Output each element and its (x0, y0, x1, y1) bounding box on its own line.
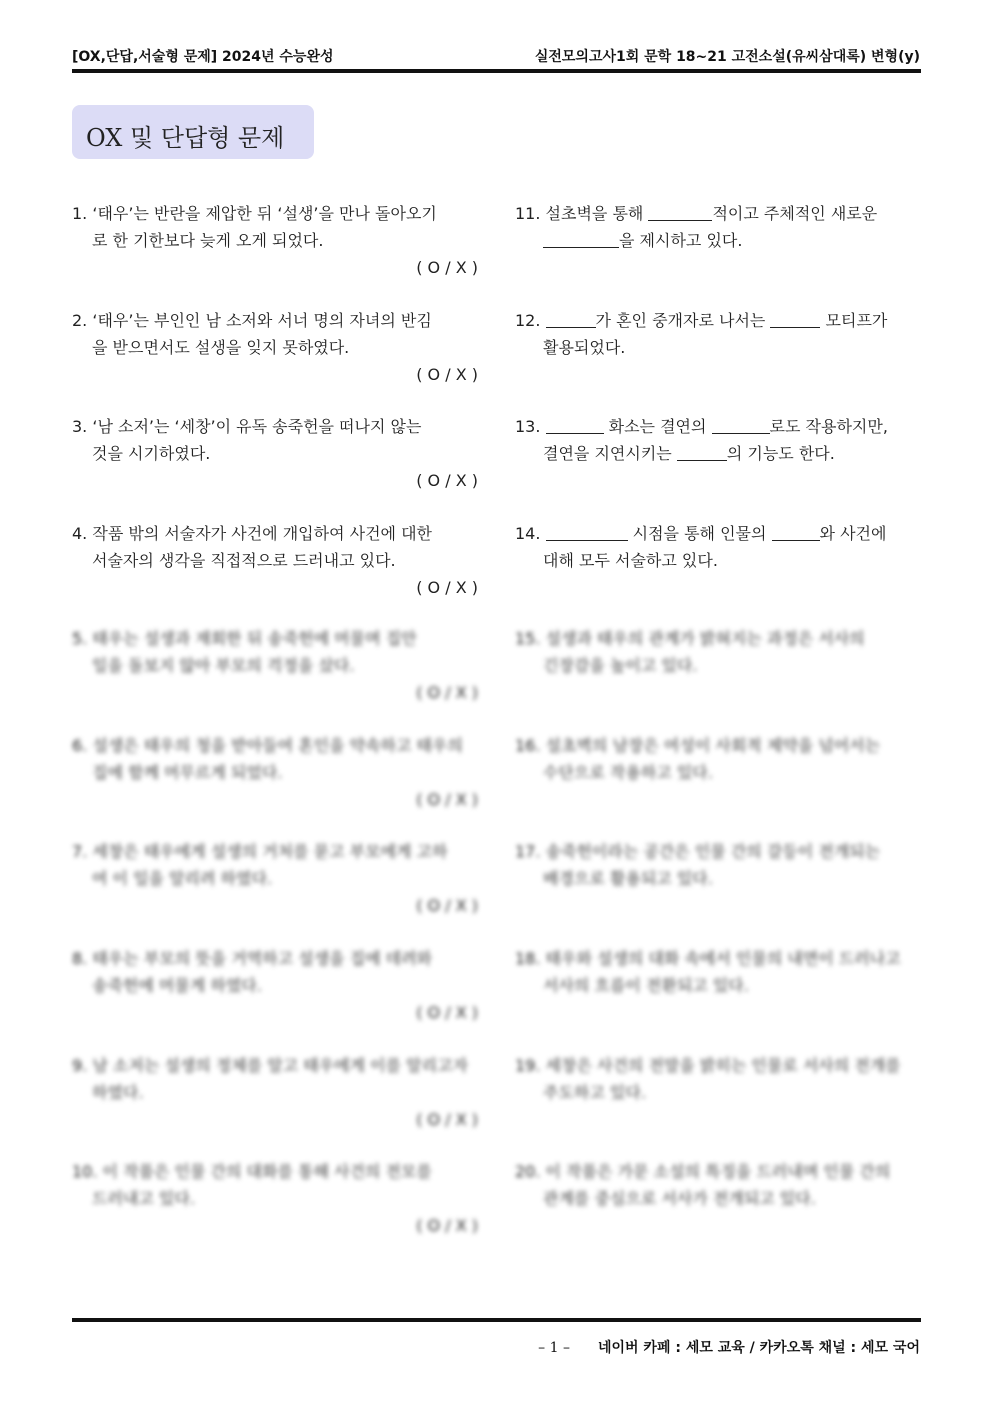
answer-blank[interactable] (648, 206, 712, 221)
question-number: 12. (515, 311, 541, 330)
question-number: 1. (72, 204, 88, 223)
question-text: 설생과 태우의 관계가 밝혀지는 과정은 서사의 (545, 629, 865, 648)
question-number: 18. (515, 949, 541, 968)
question-text: ‘태우’는 부인인 남 소저와 서너 명의 자녀의 반김 (92, 311, 432, 330)
question-number: 6. (72, 736, 88, 755)
question-text: ‘남 소저’는 ‘세창’이 유독 송죽헌을 떠나지 않는 (92, 417, 422, 436)
question-text: 태우와 설생의 대화 속에서 인물의 내면이 드러나고 (545, 949, 901, 968)
question-text-cont: 활용되었다. (543, 338, 626, 357)
question-text: 시점을 통해 인물의 (627, 524, 772, 543)
question-number: 16. (515, 736, 541, 755)
question-text: 로도 작용하지만, (769, 417, 888, 436)
question-text-cont: 드러내고 있다. (92, 1189, 195, 1208)
question-text-cont: 의 기능도 한다. (726, 444, 835, 463)
question-text: 설초벽의 남장은 여성이 사회적 제약을 넘어서는 (545, 736, 881, 755)
question-text: 세창은 사건의 전말을 밝히는 인물로 서사의 전개를 (545, 1056, 901, 1075)
question-text-cont: 하였다. (92, 1083, 144, 1102)
answer-blank[interactable] (677, 446, 727, 461)
page-number: – 1 – (538, 1340, 570, 1356)
question-text-cont: 대해 모두 서술하고 있다. (543, 551, 718, 570)
answer-blank[interactable] (770, 313, 820, 328)
question-text: 송죽헌이라는 공간은 인물 간의 갈등이 전개되는 (545, 842, 881, 861)
question-text-cont: 관계를 중심으로 서사가 전개되고 있다. (543, 1189, 816, 1208)
question-text-cont: 여 이 일을 알리려 하였다. (92, 869, 272, 888)
section-title: OX 및 단답형 문제 (86, 124, 285, 152)
ox-answer[interactable]: ( O / X ) (416, 1110, 478, 1129)
question-text: 적이고 주체적인 새로운 (712, 204, 878, 223)
question-text-cont: 배경으로 활용되고 있다. (543, 869, 713, 888)
ox-answer[interactable]: ( O / X ) (416, 683, 478, 702)
question-text-cont: 로 한 기한보다 늦게 오게 되었다. (92, 231, 324, 250)
question-number: 9. (72, 1056, 88, 1075)
question-text: 모티프가 (820, 311, 888, 330)
question-text: 설초벽을 통해 (545, 204, 649, 223)
question-text: 이 작품은 가문 소설의 특징을 드러내며 인물 간의 (545, 1162, 891, 1181)
question-text: 화소는 결연의 (603, 417, 712, 436)
question-text: 와 사건에 (819, 524, 887, 543)
ox-answer[interactable]: ( O / X ) (416, 258, 478, 277)
question-number: 15. (515, 629, 541, 648)
question-text-cont: 긴장감을 높이고 있다. (543, 656, 698, 675)
bottom-rule (72, 1318, 921, 1322)
page-footer (538, 1337, 920, 1357)
header-right-title: 실전모의고사1회 문학 18~21 고전소설(유씨삼대록) 변형(y) (534, 49, 920, 65)
answer-blank[interactable] (712, 419, 770, 434)
footer-channel-info: 네이버 카페 : 세모 교육 / 카카오톡 채널 : 세모 국어 (597, 1340, 920, 1356)
question-text-cont: 을 받으면서도 설생을 잊지 못하였다. (92, 338, 350, 357)
question-number: 8. (72, 949, 88, 968)
question-text: 남 소저는 설생의 정체를 알고 태우에게 이를 알리고자 (92, 1056, 468, 1075)
question-text-cont: 서사의 흐름이 전환되고 있다. (543, 976, 749, 995)
question-number: 17. (515, 842, 541, 861)
ox-answer[interactable]: ( O / X ) (416, 790, 478, 809)
page-header (72, 42, 920, 66)
question-text-cont: 을 제시하고 있다. (619, 231, 743, 250)
question-number: 7. (72, 842, 88, 861)
question-text-cont: 주도하고 있다. (543, 1083, 646, 1102)
ox-answer[interactable]: ( O / X ) (416, 471, 478, 490)
question-text-cont: 수단으로 작용하고 있다. (543, 763, 713, 782)
answer-blank[interactable] (546, 419, 604, 434)
question-number: 10. (72, 1162, 98, 1181)
question-text-cont: 송죽헌에 머물게 하였다. (92, 976, 262, 995)
question-text: ‘태우’는 반란을 제압한 뒤 ‘설생’을 만나 돌아오기 (92, 204, 437, 223)
question-text-cont: 일을 돌보지 않아 부모의 걱정을 샀다. (92, 656, 355, 675)
section-title-box (72, 105, 314, 159)
header-left-title: [OX,단답,서술형 문제] 2024년 수능완성 (72, 49, 334, 65)
question-number: 11. (515, 204, 541, 223)
question-text-cont: 것을 시기하였다. (92, 444, 211, 463)
question-number: 14. (515, 524, 541, 543)
answer-blank[interactable] (546, 526, 628, 541)
ox-answer[interactable]: ( O / X ) (416, 1003, 478, 1022)
question-text-cont: 결연을 지연시키는 (543, 444, 677, 463)
question-number: 3. (72, 417, 88, 436)
question-number: 4. (72, 524, 88, 543)
question-text: 작품 밖의 서술자가 사건에 개입하여 사건에 대한 (92, 524, 432, 543)
question-number: 2. (72, 311, 88, 330)
question-number: 5. (72, 629, 88, 648)
top-rule (72, 69, 921, 73)
question-text: 가 혼인 중개자로 나서는 (595, 311, 771, 330)
question-text: 세창은 태우에게 설생의 거처를 묻고 부모에게 고하 (92, 842, 448, 861)
answer-blank[interactable] (772, 526, 820, 541)
question-text-cont: 서술자의 생각을 직접적으로 드러내고 있다. (92, 551, 396, 570)
answer-blank[interactable] (546, 313, 596, 328)
ox-answer[interactable]: ( O / X ) (416, 1216, 478, 1235)
question-number: 19. (515, 1056, 541, 1075)
answer-blank[interactable] (543, 233, 619, 248)
question-number: 20. (515, 1162, 541, 1181)
question-text-cont: 집에 함께 머무르게 되었다. (92, 763, 283, 782)
question-text: 태우는 부모의 뜻을 거역하고 설생을 집에 데려와 (92, 949, 432, 968)
question-text: 설생은 태우의 청을 받아들여 혼인을 약속하고 태우의 (92, 736, 463, 755)
ox-answer[interactable]: ( O / X ) (416, 896, 478, 915)
question-text: 이 작품은 인물 간의 대화를 통해 사건의 전모를 (102, 1162, 432, 1181)
question-number: 13. (515, 417, 541, 436)
ox-answer[interactable]: ( O / X ) (416, 365, 478, 384)
ox-answer[interactable]: ( O / X ) (416, 578, 478, 597)
question-text: 태우는 설생과 재회한 뒤 송죽헌에 머물며 집안 (92, 629, 417, 648)
